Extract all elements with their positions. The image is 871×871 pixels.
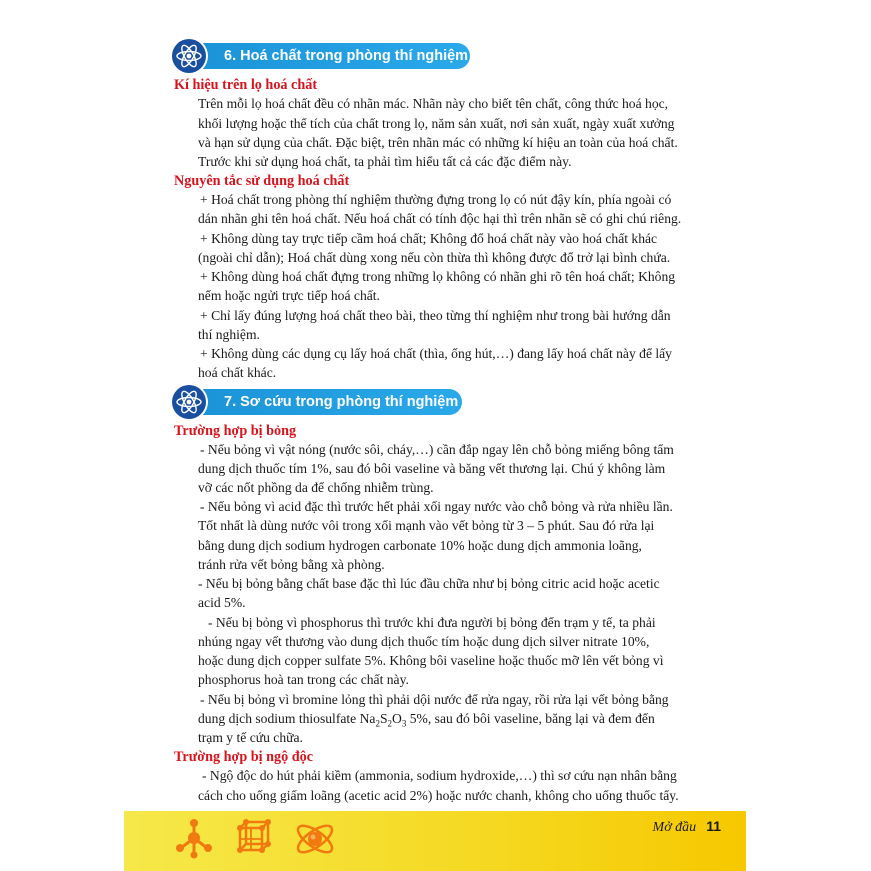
paragraph-line: - Nếu bỏng vì vật nóng (nước sôi, cháy,…) cần đắp ngay lên chỗ bỏng miếng bông tẩm: [200, 442, 674, 457]
paragraph-line: dung dịch thuốc tím 1%, sau đó bôi vaseline và băng vết thương lại. Chú ý không làm: [198, 461, 666, 476]
paragraph-line: vỡ các nốt phồng da để chống nhiễm trùng.: [198, 480, 434, 495]
section-7-title: 7. Sơ cứu trong phòng thí nghiệm: [224, 394, 459, 410]
footer-caption: [653, 818, 721, 836]
paragraph-line-text: - Nếu bị bỏng bằng chất base đặc thì lúc đầu chữa như bị bỏng citric acid hoặc acetic: [198, 576, 660, 591]
paragraph-line: dán nhãn ghi tên hoá chất. Nếu hoá chất có tính độc hại thì trên nhãn sẽ có ghi chú riêng.: [198, 211, 682, 226]
subheading-usage-rules: Nguyên tắc sử dụng hoá chất: [174, 173, 350, 189]
formula-element: S: [379, 711, 388, 726]
chapter-label: Mở đầu: [652, 820, 697, 835]
paragraph-line: [198, 574, 660, 594]
atom-icon: [292, 816, 338, 867]
subheading-burns: Trường hợp bị bỏng: [174, 423, 297, 439]
formula-subscript: 2: [387, 718, 393, 729]
paragraph-line: cách cho uống giấm loãng (acetic acid 2%) hoặc nước chanh, không cho uống thuốc tẩy.: [198, 788, 679, 803]
formula-subscript: 3: [401, 718, 407, 729]
paragraph-line: Tốt nhất là dùng nước vôi trong xối mạnh vào vết bỏng từ 3 – 5 phút. Sau đó rửa lại: [198, 518, 655, 533]
paragraph-line: tránh rửa vết bỏng bằng xà phòng.: [198, 557, 385, 572]
paragraph-line: nhúng ngay vết thương vào dung dịch thuốc tím hoặc dung dịch silver nitrate 10%,: [198, 634, 650, 649]
paragraph-line: phosphorus hoà tan trong các chất này.: [198, 672, 409, 687]
paragraph-line: + Hoá chất trong phòng thí nghiệm thường đựng trong lọ có nút đậy kín, phía ngoài có: [200, 192, 672, 207]
section-7-header: [184, 389, 462, 415]
paragraph-line: - Nếu bị bỏng vì bromine lỏng thì phải dội nước để rửa ngay, rồi rửa lại vết bỏng bằng: [200, 692, 669, 707]
paragraph-line: + Không dùng hoá chất đựng trong những lọ không có nhãn ghi rõ tên hoá chất; Không: [200, 269, 676, 284]
paragraph-line: - Ngộ độc do hút phải kiềm (ammonia, sodium hydroxide,…) thì sơ cứu nạn nhân bằng: [202, 768, 677, 783]
formula-subscript: 2: [375, 718, 380, 729]
paragraph-line: + Không dùng các dụng cụ lấy hoá chất (thìa, ống hút,…) đang lấy hoá chất này để lấy: [200, 346, 672, 361]
crystal-lattice-icon: [232, 816, 276, 865]
paragraph-line: acid 5%.: [198, 595, 246, 610]
molecule-icon: [172, 816, 216, 865]
paragraph-line: bằng dung dịch sodium hydrogen carbonate 10% hoặc dung dịch ammonia loãng,: [198, 538, 642, 553]
section-6-header: [184, 43, 470, 69]
subheading-poisoning: Trường hợp bị ngộ độc: [174, 749, 314, 765]
paragraph-line: + Chỉ lấy đúng lượng hoá chất theo bài, theo từng thí nghiệm như trong bài hướng dẫn: [200, 308, 671, 323]
subheading-label-symbols: Kí hiệu trên lọ hoá chất: [174, 77, 318, 93]
section-6-title: 6. Hoá chất trong phòng thí nghiệm: [224, 48, 469, 64]
paragraph-line: nếm hoặc ngửi trực tiếp hoá chất.: [198, 288, 380, 303]
paragraph-line: hoặc dung dịch copper sulfate 5%. Không bôi vaseline hoặc thuốc mỡ lên vết bỏng vì: [198, 653, 664, 668]
paragraph-line: Trước khi sử dụng hoá chất, ta phải tìm hiểu tất cả các đặc điểm này.: [198, 154, 572, 169]
paragraph-line: - Nếu bỏng vì acid đặc thì trước hết phải xối ngay nước vào chỗ bỏng và rửa nhiều lần.: [200, 499, 673, 514]
formula-prefix: dung dịch sodium thiosulfate Na: [198, 711, 376, 726]
formula-element: O: [392, 711, 402, 726]
paragraph-line: trạm y tế cứu chữa.: [198, 730, 303, 745]
paragraph-line: Trên mỗi lọ hoá chất đều có nhãn mác. Nhãn này cho biết tên chất, công thức hoá học,: [198, 96, 669, 111]
paragraph-line: + Không dùng tay trực tiếp cầm hoá chất; Không đổ hoá chất này vào hoá chất khác: [200, 231, 658, 246]
paragraph-line: thí nghiệm.: [198, 327, 260, 342]
formula-suffix: 5%, sau đó bôi vaseline, băng lại và đem đến: [406, 711, 655, 726]
page-number: 11: [706, 818, 721, 834]
paragraph-line: khối lượng hoặc thể tích của chất trong lọ, năm sản xuất, nơi sản xuất, ngày xuất xưởng: [198, 116, 675, 131]
paragraph-line: (ngoài chỉ dẫn); Hoá chất dùng xong nếu còn thừa thì không được đổ trở lại bình chứa.: [198, 250, 671, 265]
atom-icon: [172, 385, 206, 419]
paragraph-line: và hạn sử dụng của chất. Đặc biệt, trên nhãn mác có những kí hiệu an toàn của hoá chất.: [198, 135, 678, 150]
atom-icon: [172, 39, 206, 73]
paragraph-line: hoá chất khác.: [198, 365, 277, 380]
paragraph-line: - Nếu bị bỏng vì phosphorus thì trước khi đưa người bị bỏng đến trạm y tế, ta phải: [208, 615, 656, 630]
